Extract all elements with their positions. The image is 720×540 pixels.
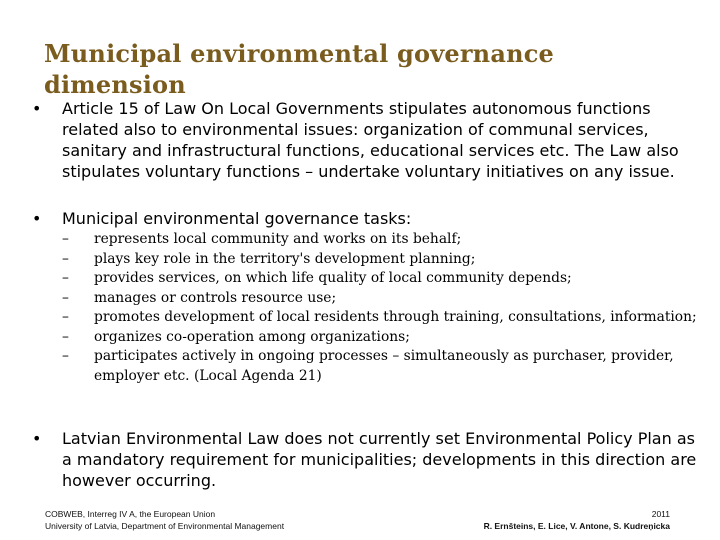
dash-icon: – bbox=[62, 348, 69, 364]
bullet-text: Article 15 of Law On Local Governments stipulates autonomous functions related also to environmental issues: organization of communal services, sanitary and infrastructural functions, educational services etc. The Law also stipulates voluntary functions – undertake voluntary initiatives on any issue. bbox=[62, 99, 679, 181]
task-list bbox=[62, 230, 702, 386]
bullet-text: Latvian Environmental Law does not currently set Environmental Policy Plan as a mandatory requirement for municipalities; developments in this direction are however occurring. bbox=[62, 429, 697, 490]
footer-authors: R. Ernšteins, E. Lice, V. Antone, S. Kudreņicka bbox=[483, 521, 670, 531]
slide-title bbox=[44, 38, 684, 100]
bullet-icon: • bbox=[32, 99, 42, 118]
task-item bbox=[62, 289, 702, 309]
task-text: manages or controls resource use; bbox=[94, 289, 337, 306]
title-line-2: dimension bbox=[44, 70, 186, 99]
dash-icon: – bbox=[62, 270, 69, 286]
footer-institution: University of Latvia, Department of Environmental Management bbox=[45, 521, 285, 531]
dash-icon: – bbox=[62, 328, 69, 345]
task-item bbox=[62, 230, 702, 250]
bullet-text: Municipal environmental governance tasks: bbox=[62, 209, 412, 228]
task-text: plays key role in the territory's development planning; bbox=[94, 250, 476, 267]
footer-source bbox=[45, 508, 284, 532]
task-item bbox=[62, 269, 702, 289]
dash-icon: – bbox=[62, 309, 69, 325]
bullet-icon: • bbox=[32, 209, 42, 228]
dash-icon: – bbox=[62, 289, 69, 306]
footer-credits bbox=[484, 508, 670, 532]
task-text: provides services, on which life quality of local community depends; bbox=[94, 270, 572, 286]
bullet-article-15 bbox=[32, 98, 702, 182]
task-text: promotes development of local residents through training, consultations, information; bbox=[94, 309, 697, 325]
footer-project: COBWEB, Interreg IV A, the European Union bbox=[45, 509, 216, 519]
dash-icon: – bbox=[62, 250, 69, 267]
task-item bbox=[62, 347, 702, 386]
bullet-governance-tasks bbox=[32, 208, 702, 229]
task-item bbox=[62, 328, 702, 348]
task-text: organizes co-operation among organizations; bbox=[94, 328, 410, 345]
bullet-icon: • bbox=[32, 429, 42, 448]
bullet-latvian-law bbox=[32, 428, 702, 491]
task-text: represents local community and works on its behalf; bbox=[94, 231, 462, 247]
task-item bbox=[62, 250, 702, 270]
dash-icon: – bbox=[62, 231, 69, 247]
task-text: participates actively in ongoing processes – simultaneously as purchaser, provider, employer etc. (Local Agenda 21) bbox=[94, 348, 674, 384]
task-item bbox=[62, 308, 702, 328]
footer-year: 2011 bbox=[651, 509, 670, 519]
title-line-1: Municipal environmental governance bbox=[44, 39, 555, 68]
